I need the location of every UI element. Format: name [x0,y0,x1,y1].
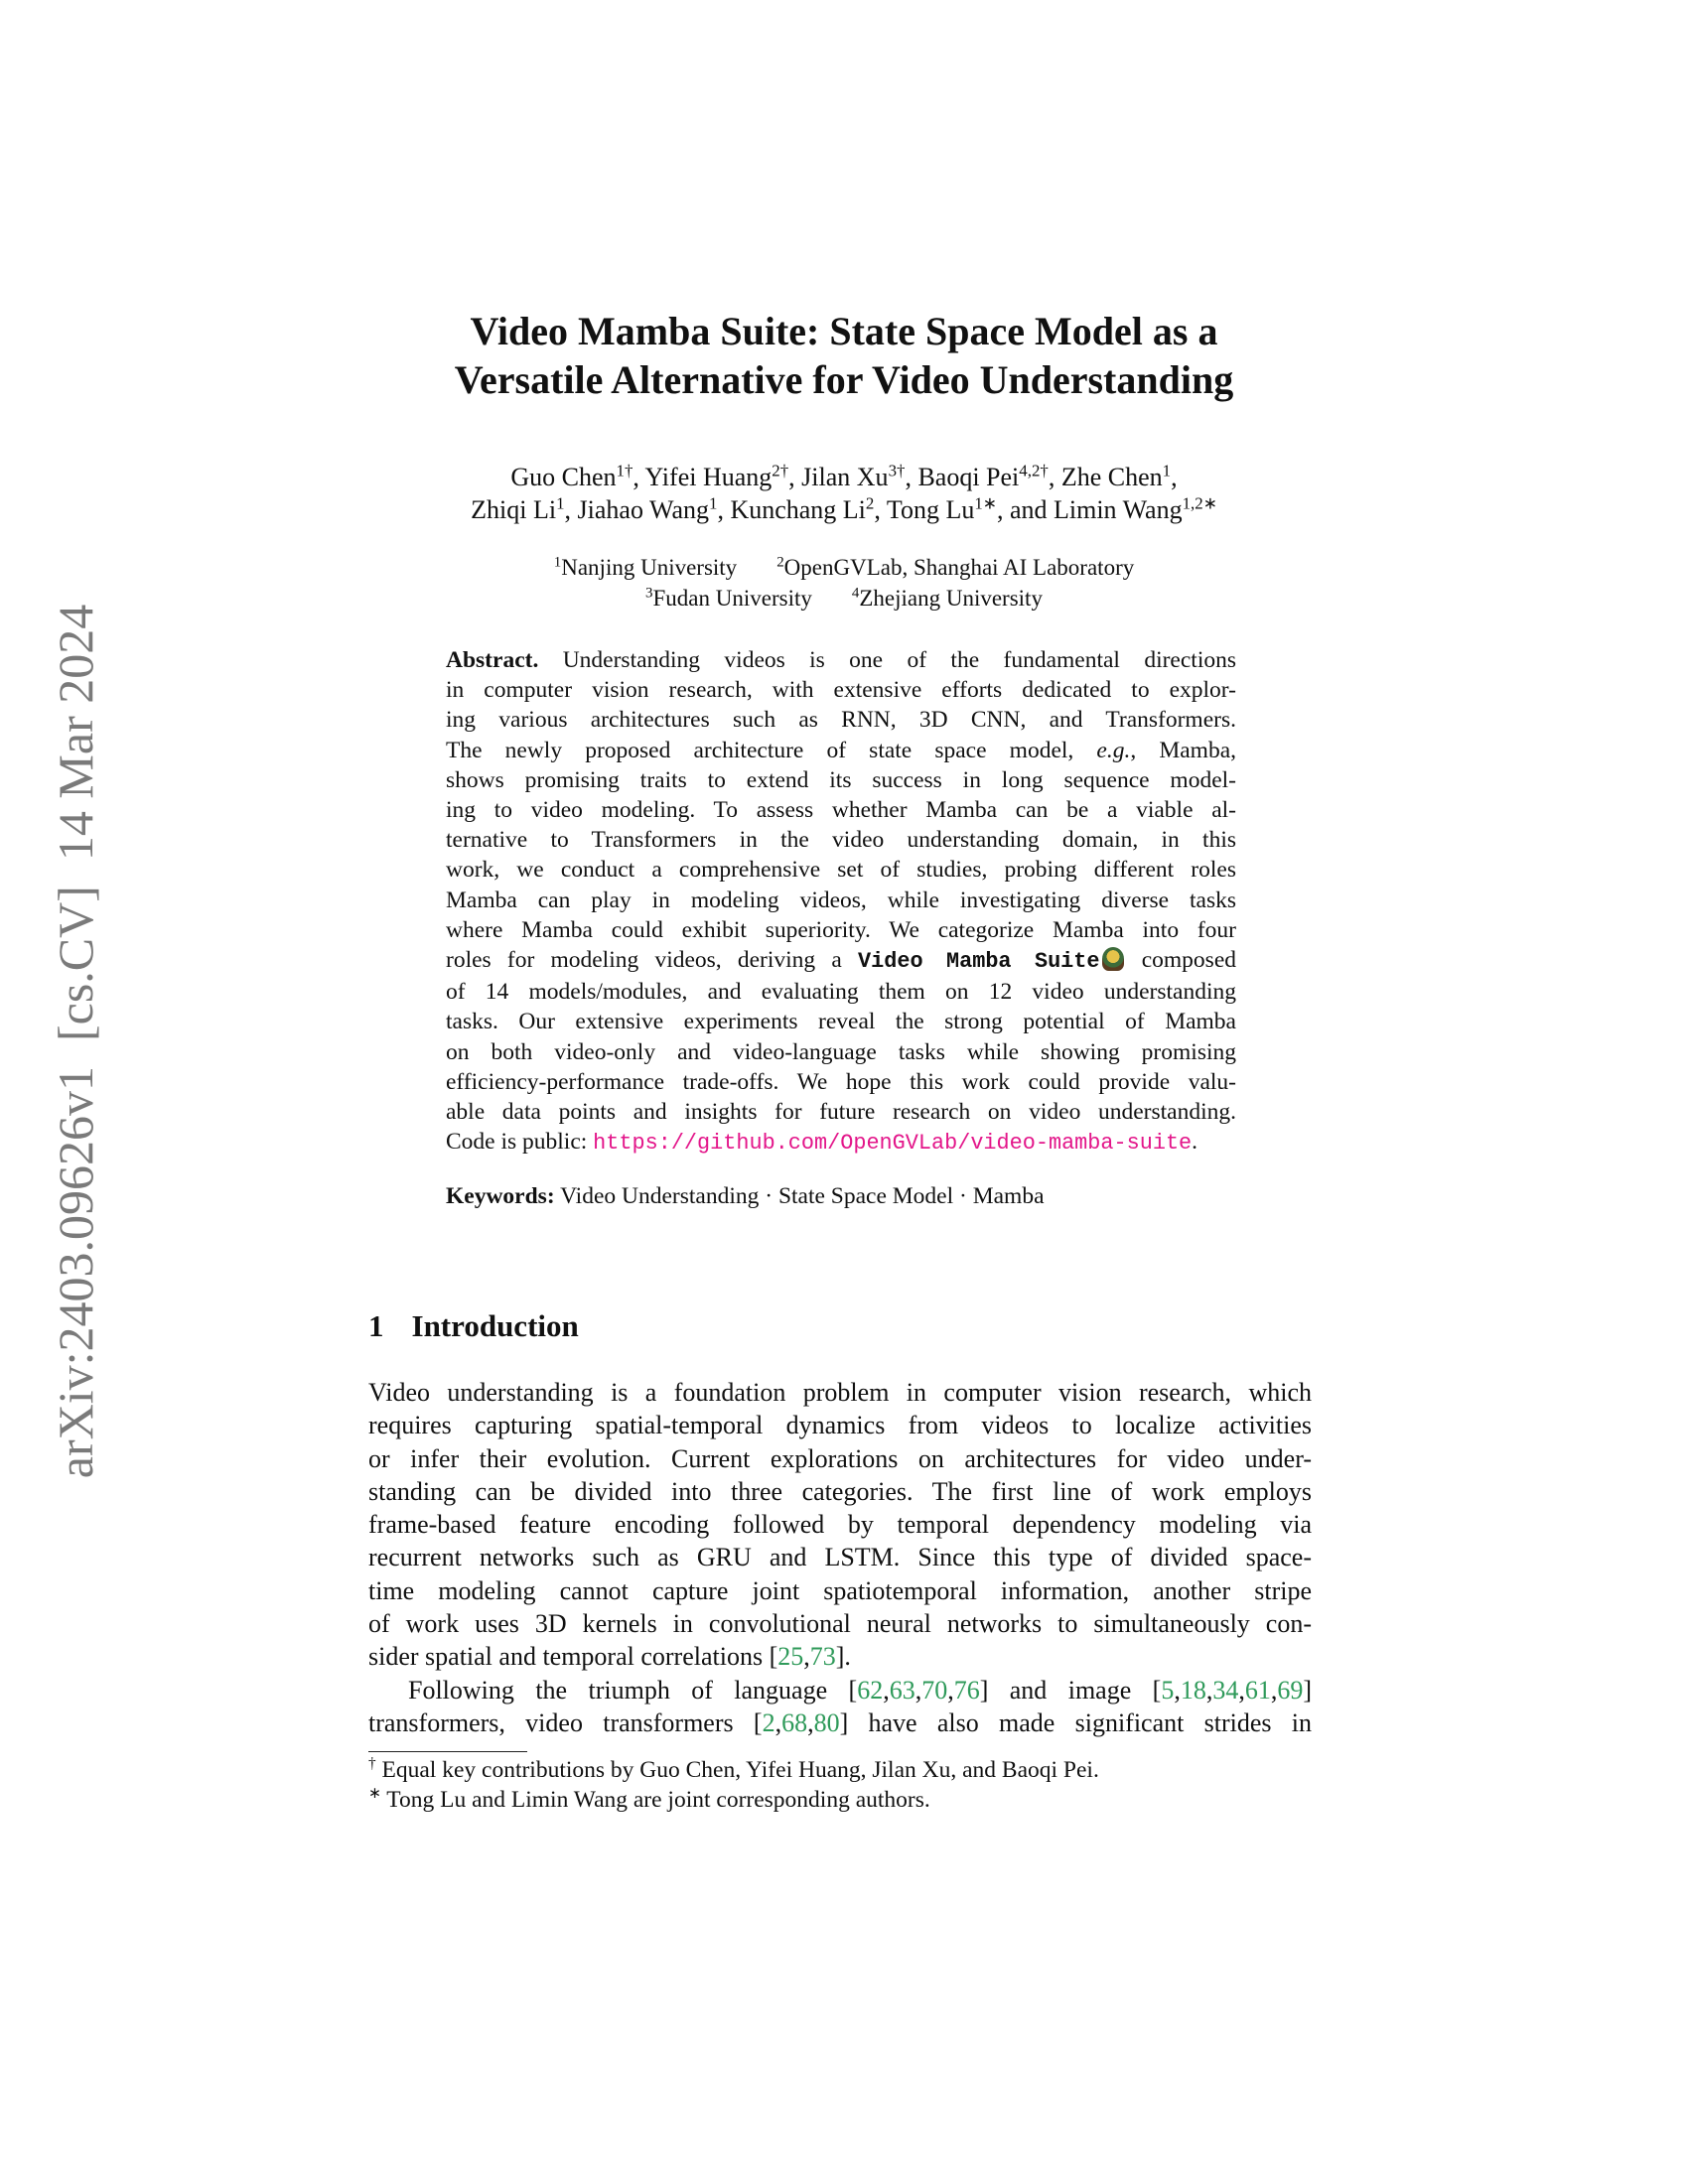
text: work, we conduct a comprehensive set of studies, probing different roles [446,857,1236,884]
text: ing to video modeling. To assess whether Mamba can be a viable al- [446,797,1236,824]
text: on both video-only and video-language tasks while showing promising [446,1038,1236,1065]
text-line [368,1607,1312,1640]
text-line [446,765,1236,795]
citation-link[interactable]: 80 [813,1707,840,1737]
text: , [947,1675,954,1705]
author [1061,463,1171,491]
citation-link[interactable]: 18 [1180,1675,1206,1705]
text: , [1205,1675,1213,1705]
text-line [446,1067,1236,1097]
text: , [774,1707,782,1737]
text-line [446,675,1236,705]
affiliation-mark: 1 [553,554,562,571]
author [471,495,564,524]
author-name: Zhe Chen [1060,463,1163,491]
text-line [446,645,1236,675]
author [887,495,997,524]
suite-name: Video Mamba Suite [858,949,1100,975]
text: ] and image [ [979,1675,1162,1705]
text-line [368,1376,1312,1409]
text: of work uses 3D kernels in convolutional neural networks to simultaneously con- [368,1609,1312,1639]
author-list [0,461,1688,526]
text-line [368,1574,1312,1607]
text-line [446,795,1236,825]
text-line [368,1541,1312,1573]
footnote-mark: † [368,1755,376,1773]
text: Mamba can play in modeling videos, while investigating diverse tasks [446,887,1236,913]
affiliation-name: Zhejiang University [859,586,1043,611]
author-name: and Limin Wang [1009,495,1183,524]
text: tasks. Our extensive experiments reveal the strong potential of Mamba [446,1009,1236,1035]
affiliation-mark: 4 [851,585,860,602]
keywords [446,1183,1045,1210]
citation-link[interactable]: 62 [857,1675,884,1705]
title-line: Versatile Alternative for Video Understanding [454,357,1234,402]
author-name: Tong Lu [886,495,975,524]
author-name: Yifei Huang [644,463,773,491]
footnote-text: Equal key contributions by Guo Chen, Yifei Huang, Jilan Xu, and Baoqi Pei. [381,1757,1099,1783]
affiliation-line [0,552,1688,583]
text: Following the triumph of language [ [408,1675,858,1705]
bold-label: Abstract. [446,647,539,673]
text: , [914,1675,922,1705]
text: ing various architectures such as RNN, 3D CNN, and Transformers. [446,707,1236,734]
text: , [807,1707,814,1737]
text: . [1192,1129,1198,1156]
text-line [368,1508,1312,1541]
text: ] have also made significant strides in [839,1707,1313,1737]
code-url-link[interactable]: https://github.com/OpenGVLab/video-mamba-suite [593,1131,1193,1157]
text: , [803,1642,810,1672]
text: efficiency-performance trade-offs. We hope this work could provide valu- [446,1068,1236,1095]
affiliation-name: Nanjing University [561,555,738,580]
text: frame-based feature encoding followed by temporal dependency modeling via [368,1510,1312,1540]
affiliation [645,586,812,611]
citation-link[interactable]: 2 [762,1707,775,1737]
text: or infer their evolution. Current explorations on architectures for video under- [368,1443,1312,1473]
text: , [1174,1675,1181,1705]
author-affiliation-mark: 2† [772,461,789,480]
affiliation-line [0,583,1688,614]
text-line [446,855,1236,885]
author-affiliation-mark: 1 [708,493,718,513]
author-line: Guo Chen$^{1\dagger}$, Yifei Huang$^{2\dagger}$, Jilan $Xu^{3\dagger}$, Baoqi Pei$^{4,2\dagger}$, Zhe Chen$^1$, [510,461,1178,491]
affiliation-name: OpenGVLab, Shanghai AI Laboratory [783,555,1135,580]
text-line [368,1409,1312,1441]
introduction-body [368,1376,1312,1739]
citation-link[interactable]: 34 [1212,1675,1239,1705]
author-affiliation-mark: 3† [888,461,906,480]
text: ternative to Transformers in the video understanding domain, in this [446,827,1236,854]
author-name: Guo Chen [510,463,617,491]
text-line [446,977,1236,1007]
section-title: Introduction [411,1308,579,1343]
author-affiliation-mark: 1∗ [974,493,997,513]
author-line: Zhiqi Li$^1$, Jiahao Wang$^1$, Kunchang Li$^2$, Tong $Lu^{1∗}$, and Limin Wang$^{1,2∗}$ [471,493,1217,524]
text: The newly proposed architecture of state space model, [446,737,1097,763]
author-affiliation-mark: 4,2† [1019,461,1049,480]
text-line [368,1442,1312,1475]
affiliation-name: Fudan University [652,586,812,611]
text: , Mamba, [1130,737,1236,763]
footnote-divider [368,1751,527,1752]
text: shows promising traits to extend its success in long sequence model- [446,766,1236,793]
text-line [368,1706,1312,1739]
author-name: Jiahao Wang [577,495,709,524]
author-name: Baoqi Pei [917,463,1020,491]
footnote [368,1787,930,1814]
text-line [446,915,1236,945]
author [1010,495,1217,524]
text-line [446,1037,1236,1067]
text: in computer vision research, with extensive efforts dedicated to explor- [446,677,1236,704]
footnote-mark: ∗ [368,1785,381,1803]
text: , [1270,1675,1278,1705]
author-affiliation-mark: 1 [556,493,565,513]
text: transformers, video transformers [ [368,1707,763,1737]
author-affiliation-mark: 2 [865,493,875,513]
text: roles for modeling videos, deriving a [446,947,859,974]
citation-link[interactable]: 25 [777,1642,804,1672]
text: where Mamba could exhibit superiority. We categorize Mamba into four [446,916,1236,943]
text: time modeling cannot capture joint spatiotemporal information, another stripe [368,1575,1312,1605]
text: standing can be divided into three categories. The first line of work employs [368,1476,1312,1506]
text: requires capturing spatial-temporal dynamics from videos to localize activities [368,1411,1312,1440]
paper-title [0,307,1688,404]
abstract [446,645,1236,1159]
author-affiliation-mark: 1† [616,461,633,480]
keywords-text: Video Understanding · State Space Model · Mamba [560,1183,1045,1209]
author-affiliation-mark: 1 [1162,461,1172,480]
text: composed [1125,947,1236,974]
citation-link[interactable]: 70 [921,1675,948,1705]
author-name: Kunchang Li [730,495,866,524]
author [730,495,874,524]
footnote-text: Tong Lu and Limin Wang are joint corresponding authors. [386,1787,930,1813]
text-line [446,1007,1236,1036]
section-number: 1 [368,1308,384,1343]
citation-link[interactable]: 63 [889,1675,915,1705]
section-heading [368,1308,579,1344]
author-name: Zhiqi Li [471,495,557,524]
text-line [446,1127,1236,1159]
text-line [446,825,1236,855]
affiliation [776,555,1134,580]
title-line: Video Mamba Suite: State Space Model as a [470,309,1218,353]
mamba-logo-icon [1102,947,1124,971]
author-name: Jilan Xu [801,463,889,491]
keywords-label: Keywords: [446,1183,555,1209]
citation-link[interactable]: 68 [781,1707,808,1737]
text: sider spatial and temporal correlations [ [368,1642,778,1672]
citation-link[interactable]: 5 [1161,1675,1175,1705]
text-line [368,1475,1312,1508]
author [801,463,905,491]
author [917,463,1048,491]
text-line [446,886,1236,915]
text: Code is public: [446,1129,594,1156]
text-line [368,1640,1312,1673]
text: e.g. [1096,737,1131,763]
citation-link[interactable]: 61 [1244,1675,1271,1705]
affiliation [852,586,1043,611]
footnote [368,1757,1099,1784]
affiliations [0,552,1688,614]
text-line [446,1097,1236,1127]
text: Video understanding is a foundation problem in computer vision research, which [368,1378,1312,1407]
arxiv-stamp: arXiv:2403.09626v1 [cs.CV] 14 Mar 2024 [48,604,103,1479]
text: ]. [835,1642,851,1672]
author-affiliation-mark: 1,2∗ [1182,493,1217,513]
author [644,463,788,491]
text: recurrent networks such as GRU and LSTM. Since this type of divided space- [368,1543,1312,1572]
author [578,495,718,524]
text: of 14 models/modules, and evaluating them on 12 video understanding [446,979,1236,1006]
affiliation-mark: 2 [776,554,784,571]
text: , [1238,1675,1245,1705]
author [510,463,633,491]
text-line [446,705,1236,735]
text: ] [1303,1675,1312,1705]
text: able data points and insights for future research on video understanding. [446,1099,1236,1126]
text: Understanding videos is one of the fundamental directions [538,647,1236,673]
text-line [446,736,1236,765]
text-line [368,1674,1312,1706]
affiliation-mark: 3 [645,585,653,602]
citation-link[interactable]: 69 [1277,1675,1304,1705]
citation-link[interactable]: 73 [809,1642,836,1672]
text-line [446,945,1236,977]
citation-link[interactable]: 76 [953,1675,980,1705]
text: , [883,1675,890,1705]
affiliation [554,555,737,580]
